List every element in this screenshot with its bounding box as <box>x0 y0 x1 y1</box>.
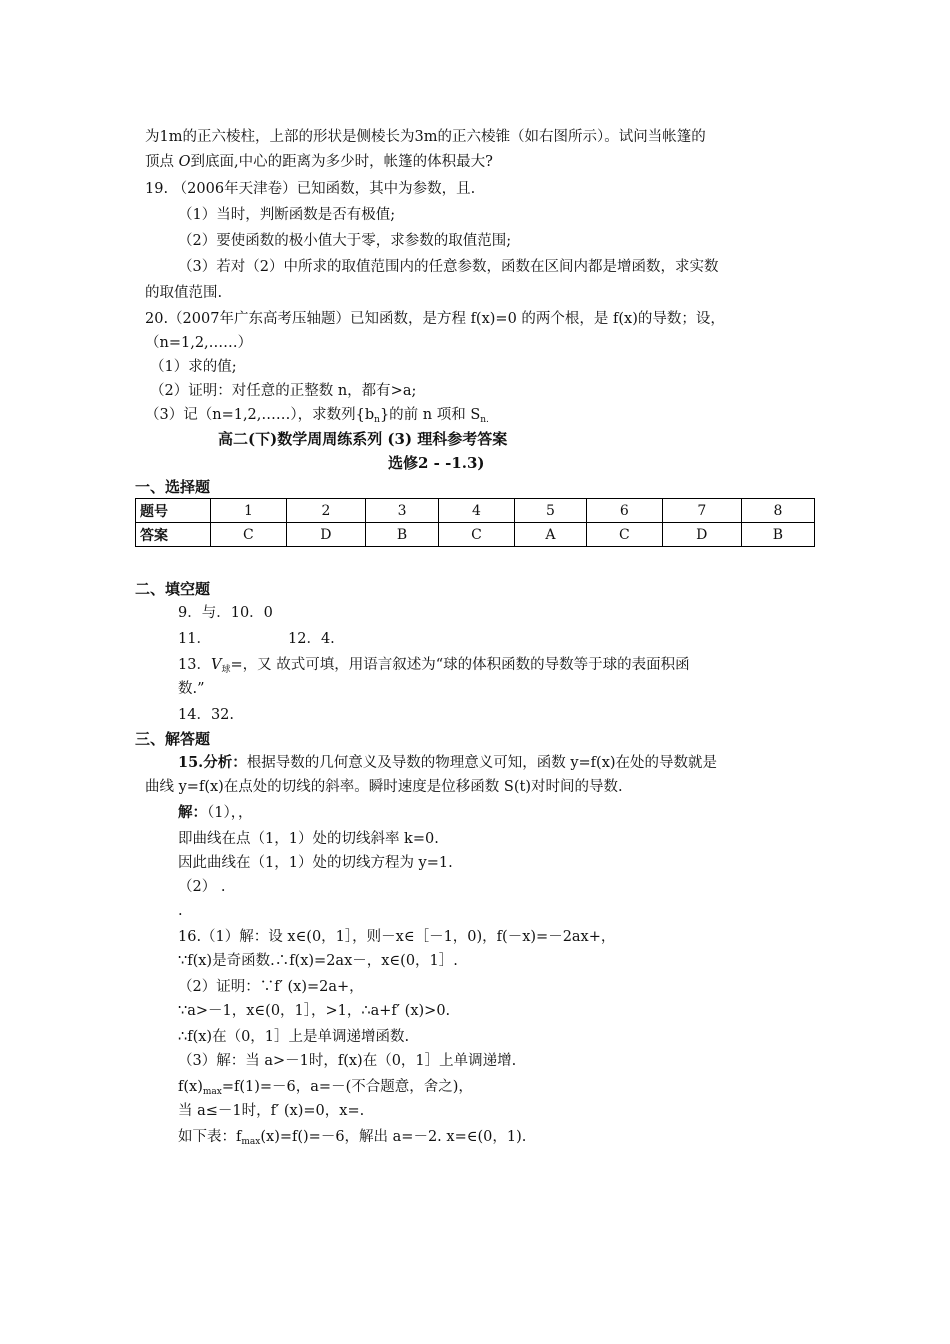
answer-15-solution <box>178 804 252 822</box>
table-cell: 1 <box>211 499 287 523</box>
question-20-part2: （2）证明：对任意的正整数 n，都有>a; <box>150 383 417 399</box>
answer-16-line: 当 a≤－1时，f′ (x)=0，x=. <box>178 1103 365 1119</box>
question-20-part3 <box>145 406 489 429</box>
text-span: V <box>210 657 222 673</box>
section-fill: 二、填空题 <box>135 580 211 598</box>
answer-16-line: ∵a>－1，x∈(0，1］，>1，∴a+f′ (x)>0. <box>178 1003 451 1019</box>
text-span: =f(1)=－6，a=－(不合题意，舍之)， <box>221 1079 473 1095</box>
question-20-part1: （1）求的值; <box>150 359 237 375</box>
subscript: n <box>374 415 380 425</box>
table-cell: 7 <box>662 499 741 523</box>
answer-9-10: 9．与．10．0 <box>178 605 273 621</box>
answer-13-cont: 数.” <box>178 681 205 697</box>
answer-16-line <box>178 1128 526 1151</box>
answer-15-analysis <box>178 754 717 772</box>
answer-table <box>135 498 815 547</box>
answer-title: 高二(下)数学周周练系列 (3) 理科参考答案 <box>218 430 508 448</box>
table-cell: 8 <box>741 499 814 523</box>
table-cell: C <box>439 523 515 547</box>
table-cell: 6 <box>586 499 662 523</box>
answer-16-line: ∴f(x)在（0，1］上是单调递增函数. <box>178 1029 410 1045</box>
text-span: 13． <box>178 657 211 673</box>
section-choice: 一、选择题 <box>135 478 211 496</box>
answer-16-line: ∵f(x)是奇函数.∴f(x)=2ax－，x∈(0，1］. <box>178 953 458 969</box>
text-span: 到底面,中心的距离为多少时，帐篷的体积最大? <box>190 154 493 170</box>
answer-16-line: 16.（1）解：设 x∈(0，1］，则－x∈［－1，0)，f(－x)=－2ax+， <box>178 929 616 945</box>
text-span: （1），， <box>207 805 253 821</box>
answer-15-line: . <box>178 903 183 919</box>
table-cell: C <box>211 523 287 547</box>
table-cell: 4 <box>439 499 515 523</box>
question-20-cont: （n=1,2,……） <box>145 335 253 351</box>
section-solve: 三、解答题 <box>135 730 211 748</box>
table-cell: A <box>514 523 586 547</box>
table-cell: D <box>662 523 741 547</box>
answer-14: 14．32. <box>178 707 235 723</box>
subscript: 球 <box>221 665 231 675</box>
answer-15-line: 即曲线在点（1，1）处的切线斜率 k=0. <box>178 831 439 847</box>
text-span: =，又 故式可填，用语言叙述为“球的体积函数的导数等于球的表面积函 <box>230 657 690 673</box>
table-cell: D <box>286 523 365 547</box>
answer-12: 12．4. <box>288 631 335 647</box>
answer-11: 11． <box>178 631 211 647</box>
text-span: (x)=f()=－6，解出 a=－2. x=∈(0，1). <box>260 1129 527 1145</box>
question-20: 20.（2007年广东高考压轴题）已知函数，是方程 f(x)=0 的两个根，是 f(x)的导数；设， <box>145 311 725 327</box>
table-cell: B <box>365 523 438 547</box>
subscript: max <box>241 1137 261 1147</box>
subscript: n. <box>480 415 489 425</box>
question-19-part3: （3）若对（2）中所求的取值范围内的任意参数，函数在区间内都是增函数，求实数 <box>178 259 719 275</box>
answer-16-line: （2）证明：∵f′ (x)=2a+， <box>178 979 364 995</box>
text-span: }的前 n 项和 S <box>379 407 481 423</box>
table-cell: 5 <box>514 499 586 523</box>
table-row <box>136 523 815 547</box>
text-line <box>145 153 493 171</box>
answer-15-line: 因此曲线在（1，1）处的切线方程为 y=1. <box>178 855 453 871</box>
text-line: 为1m的正六棱柱，上部的形状是侧棱长为3m的正六棱锥（如右图所示）。试问当帐篷的 <box>145 129 706 145</box>
table-cell: 答案 <box>136 523 211 547</box>
text-span: f(x) <box>178 1079 203 1095</box>
table-cell: 题号 <box>136 499 211 523</box>
text-span: （3）记（n=1,2,……），求数列{b <box>145 407 375 423</box>
answer-15-analysis-cont: 曲线 y=f(x)在点处的切线的斜率。瞬时速度是位移函数 S(t)对时间的导数. <box>145 779 623 795</box>
text-span: 15.分析： <box>178 754 247 771</box>
table-cell: 3 <box>365 499 438 523</box>
text-span: 根据导数的几何意义及导数的物理意义可知，函数 y=f(x)在处的导数就是 <box>246 755 718 771</box>
table-row <box>136 499 815 523</box>
question-19-part2: （2）要使函数的极小值大于零，求参数的取值范围; <box>178 233 512 249</box>
answer-16-line <box>178 1078 473 1101</box>
answer-15-line: （2） . <box>178 879 226 895</box>
table-cell: 2 <box>286 499 365 523</box>
text-span: 如下表：f <box>178 1129 242 1145</box>
question-19-part3-cont: 的取值范围. <box>145 285 223 301</box>
text-span: O <box>178 154 191 170</box>
text-span: 顶点 <box>145 154 179 170</box>
answer-subtitle: 选修2 - -1.3) <box>388 454 485 472</box>
question-19-part1: （1）当时，判断函数是否有极值; <box>178 207 396 223</box>
answer-13 <box>178 656 690 679</box>
answer-16-line: （3）解：当 a>－1时，f(x)在（0，1］上单调递增. <box>178 1053 517 1069</box>
question-19: 19. （2006年天津卷）已知函数，其中为参数，且. <box>145 181 476 197</box>
table-cell: C <box>586 523 662 547</box>
subscript: max <box>202 1087 222 1097</box>
table-cell: B <box>741 523 814 547</box>
text-span: 解： <box>178 804 207 821</box>
